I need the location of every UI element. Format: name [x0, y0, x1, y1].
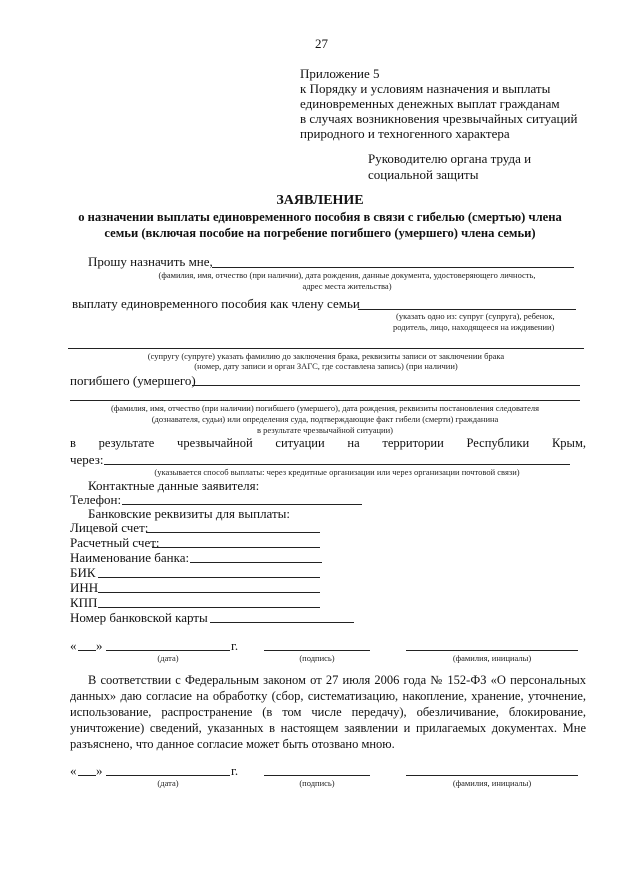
result-line: в результате чрезвычайной ситуации на территории Республики Крым,	[70, 436, 586, 450]
appendix-line: единовременных денежных выплат гражданам	[300, 96, 560, 111]
personal-account-label: Лицевой счет:	[70, 520, 149, 535]
sign-caption: (подпись)	[299, 653, 335, 663]
appendix-line: природного и техногенного характера	[300, 126, 510, 141]
name-field[interactable]	[406, 650, 578, 651]
via-caption: (указывается способ выплаты: через кредитные организации или через организации почтовой связи)	[154, 467, 520, 477]
relation-caption: (указать одно из: супруг (супруга), ребенок,	[396, 311, 555, 321]
quote-open: «	[70, 763, 77, 778]
settlement-account-label: Расчетный счет:	[70, 535, 160, 550]
name-caption: (фамилия, инициалы)	[452, 653, 532, 663]
inn-field[interactable]	[98, 592, 320, 593]
page-number: 27	[315, 36, 328, 51]
addressee-block	[368, 151, 531, 183]
personal-account-field[interactable]	[146, 532, 320, 533]
settlement-account-field[interactable]	[152, 547, 320, 548]
bank-name-label: Наименование банка:	[70, 550, 190, 565]
date-field[interactable]	[106, 775, 230, 776]
applicant-field[interactable]	[212, 267, 574, 268]
bik-field[interactable]	[98, 577, 320, 578]
contacts-heading: Контактные данные заявителя:	[88, 478, 260, 493]
request-label: Прошу назначить мне,	[88, 254, 213, 269]
year-suffix: г.	[231, 763, 239, 778]
kpp-label: КПП	[70, 595, 98, 610]
phone-field[interactable]	[122, 504, 362, 505]
inn-label: ИНН	[70, 580, 99, 595]
addressee-line: Руководителю органа труда и	[368, 151, 532, 166]
quote-close: »	[96, 763, 103, 778]
spouse-field[interactable]	[68, 348, 584, 349]
appendix-line: к Порядку и условиям назначения и выплаты	[300, 81, 551, 96]
relation-field[interactable]	[358, 309, 576, 310]
deceased-caption: (дознавателя, судьи) или определения суда, подтверждающие факт гибели (смерти) гражданина	[151, 414, 499, 424]
signature-field[interactable]	[264, 775, 370, 776]
signature-row	[0, 638, 640, 668]
deceased-label: погибшего (умершего)	[70, 373, 196, 388]
applicant-caption: адрес места жительства)	[302, 281, 392, 291]
appendix-line: в случаях возникновения чрезвычайных ситуаций	[300, 111, 578, 126]
spouse-caption: (номер, дату записи и орган ЗАГС, где составлена запись) (при наличии)	[194, 361, 458, 371]
year-suffix: г.	[231, 638, 239, 653]
document-subtitle-line1: о назначении выплаты единовременного пособия в связи с гибелью (смертью) члена	[78, 210, 562, 224]
applicant-caption: (фамилия, имя, отчество (при наличии), дата рождения, данные документа, удостоверяющего личность,	[158, 270, 536, 280]
day-field[interactable]	[78, 650, 96, 651]
deceased-caption: (фамилия, имя, отчество (при наличии) погибшего (умершего), дата рождения, реквизиты постановления следователя	[110, 403, 540, 413]
day-field[interactable]	[78, 775, 96, 776]
bank-heading: Банковские реквизиты для выплаты:	[88, 506, 291, 521]
consent-line: разъяснено, что данное согласие может быть отозвано мною.	[70, 737, 395, 751]
via-label: через:	[70, 452, 104, 467]
spouse-caption: (супругу (супруге) указать фамилию до заключения брака, реквизиты записи от заключении брака	[147, 351, 505, 361]
date-caption: (дата)	[157, 778, 179, 788]
quote-close: »	[96, 638, 103, 653]
quote-open: «	[70, 638, 77, 653]
date-field[interactable]	[106, 650, 230, 651]
sign-caption: (подпись)	[299, 778, 335, 788]
deceased-caption: в результате чрезвычайной ситуации)	[257, 425, 393, 435]
consent-line: данных» даю согласие на обработку (сбор, систематизацию, накопление, хранение, уточнение,	[70, 689, 586, 703]
consent-line: В соответствии с Федеральным законом от 27 июля 2006 года № 152-ФЗ «О персональных	[88, 673, 586, 687]
appendix-block	[300, 66, 577, 141]
bik-label: БИК	[70, 565, 96, 580]
appendix-line: Приложение 5	[300, 66, 380, 81]
document-title: ЗАЯВЛЕНИЕ	[276, 193, 364, 208]
document-subtitle-line2: семьи (включая пособие на погребение погибшего (умершего) члена семьи)	[104, 226, 536, 240]
card-label: Номер банковской карты	[70, 610, 208, 625]
name-caption: (фамилия, инициалы)	[452, 778, 532, 788]
kpp-field[interactable]	[98, 607, 320, 608]
consent-line: использование, распространение (в том числе передачу), обезличивание, блокирование,	[70, 705, 586, 719]
via-field[interactable]	[104, 464, 570, 465]
relation-caption: родитель, лицо, находящееся на иждивении)	[393, 322, 555, 332]
deceased-field[interactable]	[192, 385, 580, 386]
date-caption: (дата)	[157, 653, 179, 663]
signature-row-consent	[0, 763, 640, 793]
consent-line: уничтожение) сведений, указанных в настоящем заявлении и прилагаемых документах. Мне	[70, 721, 586, 735]
deceased-field-2[interactable]	[70, 400, 580, 401]
addressee-line: социальной защиты	[368, 167, 479, 182]
signature-field[interactable]	[264, 650, 370, 651]
name-field[interactable]	[406, 775, 578, 776]
phone-label: Телефон:	[70, 492, 122, 507]
bank-name-field[interactable]	[190, 562, 322, 563]
payment-label: выплату единовременного пособия как члену семьи	[72, 296, 360, 311]
card-field[interactable]	[210, 622, 354, 623]
